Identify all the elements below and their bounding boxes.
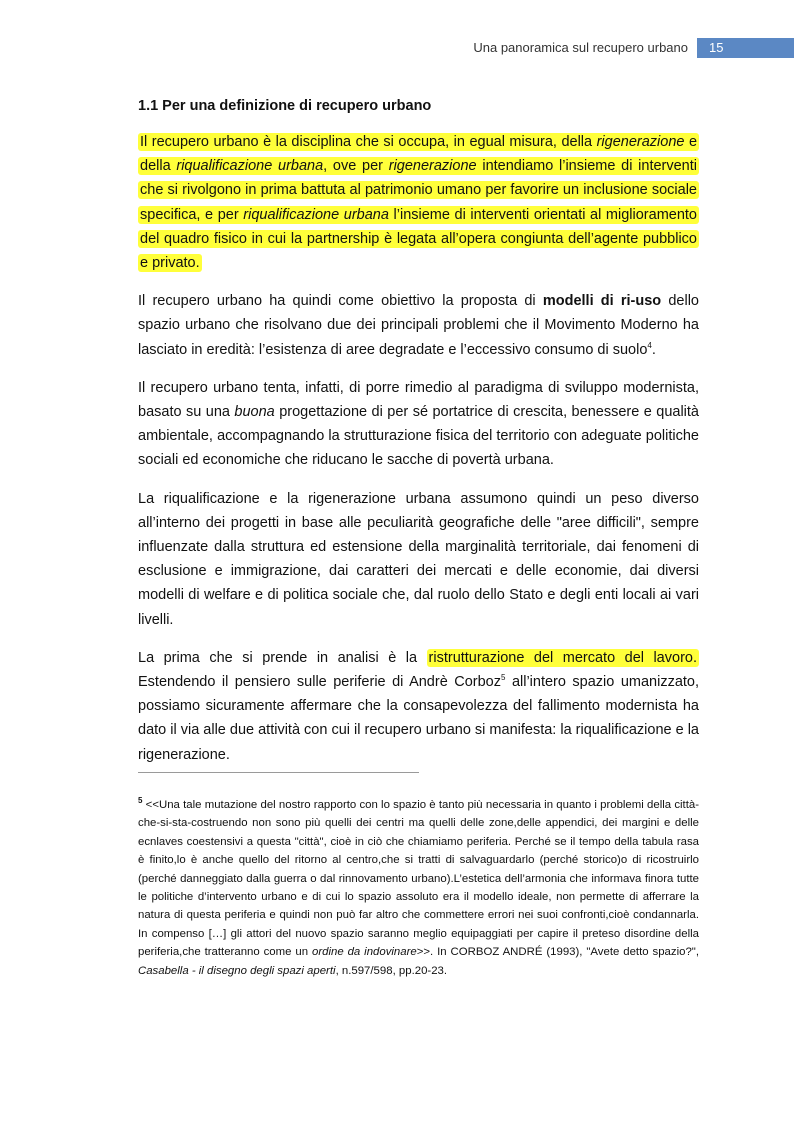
text-run: . — [651, 341, 656, 358]
text-run: progettazione di per sé portatrice di crescita, benessere e qualità ambientale, accompagnando la strutturazione fisica del territorio con adeguate politiche sociali ed economiche che riducano le sacche di povertà urbana. — [138, 404, 699, 469]
text-run: , ove per — [323, 158, 389, 175]
text-run: dello spazio urbano che risolvano due dei principali problemi che il Movimento Moderno ha lasciato in eredità: l’esistenza di aree degradate e l’eccessivo consumo di suolo — [138, 293, 699, 358]
paragraph-3 — [138, 376, 699, 473]
footnote-separator — [138, 772, 419, 773]
term-riqualificazione-urbana: riqualificazione urbana — [243, 206, 389, 223]
term-rigenerazione: rigenerazione — [388, 158, 477, 175]
bold-term: modelli di ri-uso — [542, 293, 662, 310]
footnote-number: 5 — [138, 796, 143, 806]
footnote — [138, 796, 699, 980]
publication-title: Casabella - il disegno degli spazi aperti — [138, 964, 336, 977]
section-title: 1.1 Per una definizione di recupero urbano — [138, 98, 432, 114]
term-riqualificazione-urbana: riqualificazione urbana — [176, 158, 324, 175]
header-title: Una panoramica sul recupero urbano — [473, 40, 688, 55]
paragraph-5 — [138, 646, 699, 767]
text-run: La prima che si prende in analisi è la — [138, 649, 427, 666]
text-run: <<Una tale mutazione del nostro rapporto con lo spazio è tanto più necessaria in quanto i problemi della città-che-si-sta-costruendo non sono più quelli dei centri ma quelli delle zone,delle appendici, dei margini e delle ecnlaves coestensivi a questa "città", cioè in ciò che chiamiamo periferia. Perché se il tempo della tabula rasa è finito,lo è anche quello del ritorno al centro,che si tratti di salvaguardarlo (perché storico)o di ricostruirlo (perché danneggiato dalla guerra o dal rinnovamento urbano).L’estetica dell’armonia che informava finora tutte le politiche d’intervento urbano e di cui lo spazio assoluto era il modello ideale, non permette di afferrare la natura di questa periferia e quindi non può far altro che commettere errori nei suoi confronti,cioè condannarla. In compenso […] gli attori del nuovo spazio saranno meglio equipaggiati per capire il preteso disordine della periferia,che tratteranno come un — [138, 799, 699, 959]
text-run: all’intero spazio umanizzato, possiamo sicuramente affermare che la consapevolezza del fallimento modernista ha dato il via alle due attività con cui il recupero urbano si manifesta: la riqualificazione e la rigenerazione. — [138, 674, 699, 763]
text-run: , n.597/598, pp.20-23. — [335, 964, 448, 977]
italic-term: ordine da indovinare — [311, 946, 417, 959]
text-run: Il recupero urbano tenta, infatti, di porre rimedio al paradigma di sviluppo modernista, basato su una — [138, 379, 699, 421]
text-run: Il recupero urbano ha quindi come obiettivo la proposta di — [138, 293, 543, 310]
text-run: Il recupero urbano è la disciplina che si occupa, in egual misura, della — [140, 134, 597, 150]
highlighted-phrase: ristrutturazione del mercato del lavoro. — [428, 649, 697, 666]
italic-term: buona — [234, 404, 275, 421]
footnote-ref[interactable]: 5 — [501, 673, 506, 683]
text-run: e della — [140, 134, 698, 175]
footnote-ref[interactable]: 4 — [647, 340, 652, 350]
paragraph-1 — [138, 130, 699, 275]
body-text — [138, 130, 699, 781]
page-number: 15 — [697, 38, 794, 58]
text-run: intendiamo l’insieme di interventi che si rivolgono in prima battuta al patrimonio umano per favorire un inclusione sociale specifica, e per — [140, 158, 697, 223]
text-run: Estendendo il pensiero sulle periferie di Andrè Corboz — [138, 674, 501, 691]
highlighted-definition — [138, 133, 699, 272]
term-rigenerazione: rigenerazione — [596, 134, 685, 150]
paragraph-4: La riqualificazione e la rigenerazione urbana assumono quindi un peso diverso all’interno dei progetti in base alle peculiarità geografiche delle "aree difficili", sempre influenzate dalla struttura ed estensione della marginalità territoriale, dai fenomeni di esclusione e immigrazione, dai caratteri dei mercati e delle economie, dai diversi modelli di welfare e di politica sociale che, dal ruolo dello Stato e degli enti locali ai vari livelli. — [138, 490, 699, 628]
text-run: l’insieme di interventi orientati al miglioramento del quadro fisico in cui la partnership è legata all’opera congiunta dell’agente pubblico e privato. — [140, 206, 697, 272]
paragraph-2 — [138, 289, 699, 362]
text-run: >>. In CORBOZ ANDRÉ (1993), "Avete detto spazio?", — [416, 946, 699, 959]
